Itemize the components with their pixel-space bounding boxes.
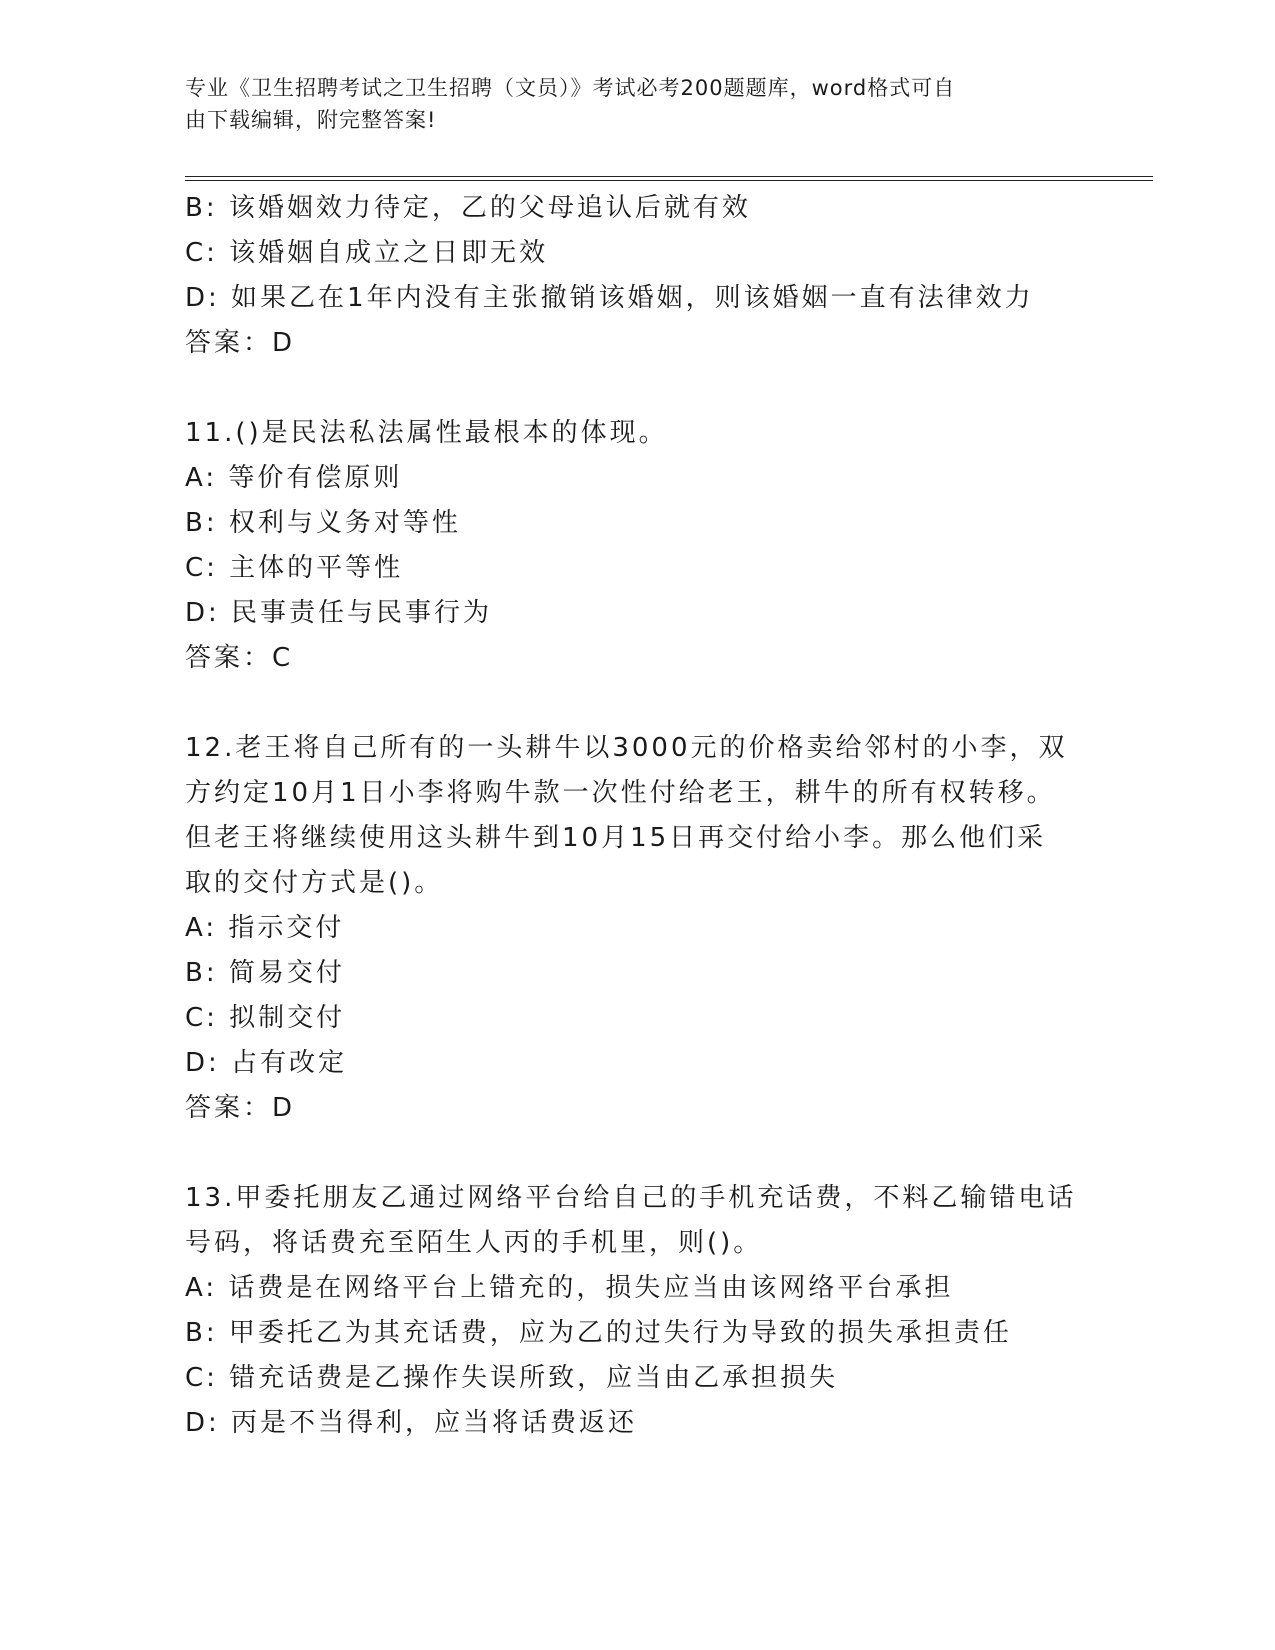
header-line-1: 专业《卫生招聘考试之卫生招聘（文员）》考试必考200题题库，word格式可自 [185, 76, 956, 100]
header-divider [185, 176, 1153, 181]
question-stem: 11.()是民法私法属性最根本的体现。 [185, 418, 668, 448]
option-c: C: 拟制交付 [185, 1003, 346, 1033]
option-a: A: 指示交付 [185, 913, 345, 943]
question-stem: 号码，将话费充至陌生人丙的手机里，则()。 [185, 1228, 763, 1258]
option-b: B: 甲委托乙为其充话费，应为乙的过失行为导致的损失承担责任 [185, 1318, 1012, 1348]
question-stem: 取的交付方式是()。 [185, 868, 444, 898]
option-b: B: 该婚姻效力待定，乙的父母追认后就有效 [185, 193, 751, 223]
answer-line: 答案：D [185, 328, 296, 358]
option-c: C: 主体的平等性 [185, 553, 404, 583]
question-10 [185, 186, 1085, 366]
spacer [185, 366, 1085, 411]
option-c: C: 该婚姻自成立之日即无效 [185, 238, 549, 268]
option-d: D: 丙是不当得利，应当将话费返还 [185, 1408, 638, 1438]
option-b: B: 简易交付 [185, 958, 345, 988]
option-a: A: 等价有偿原则 [185, 463, 403, 493]
question-stem: 但老王将继续使用这头耕牛到10月15日再交付给小李。那么他们采 [185, 823, 1047, 853]
page-header [185, 72, 1065, 136]
option-d: D: 占有改定 [185, 1048, 348, 1078]
question-stem: 方约定10月1日小李将购牛款一次性付给老王，耕牛的所有权转移。 [185, 778, 1056, 808]
option-a: A: 话费是在网络平台上错充的，损失应当由该网络平台承担 [185, 1273, 954, 1303]
spacer [185, 1131, 1085, 1176]
header-line-2: 由下载编辑，附完整答案! [185, 108, 437, 132]
option-d: D: 民事责任与民事行为 [185, 598, 493, 628]
answer-line: 答案：D [185, 1093, 296, 1123]
option-c: C: 错充话费是乙操作失误所致，应当由乙承担损失 [185, 1363, 839, 1393]
question-list [185, 186, 1085, 1446]
question-12 [185, 726, 1085, 1131]
question-stem: 13.甲委托朋友乙通过网络平台给自己的手机充话费，不料乙输错电话 [185, 1183, 1077, 1213]
question-13 [185, 1176, 1085, 1446]
option-d: D: 如果乙在1年内没有主张撤销该婚姻，则该婚姻一直有法律效力 [185, 283, 1034, 313]
question-stem: 12.老王将自己所有的一头耕牛以3000元的价格卖给邻村的小李，双 [185, 733, 1068, 763]
question-11 [185, 411, 1085, 681]
spacer [185, 681, 1085, 726]
option-b: B: 权利与义务对等性 [185, 508, 461, 538]
answer-line: 答案：C [185, 643, 294, 673]
